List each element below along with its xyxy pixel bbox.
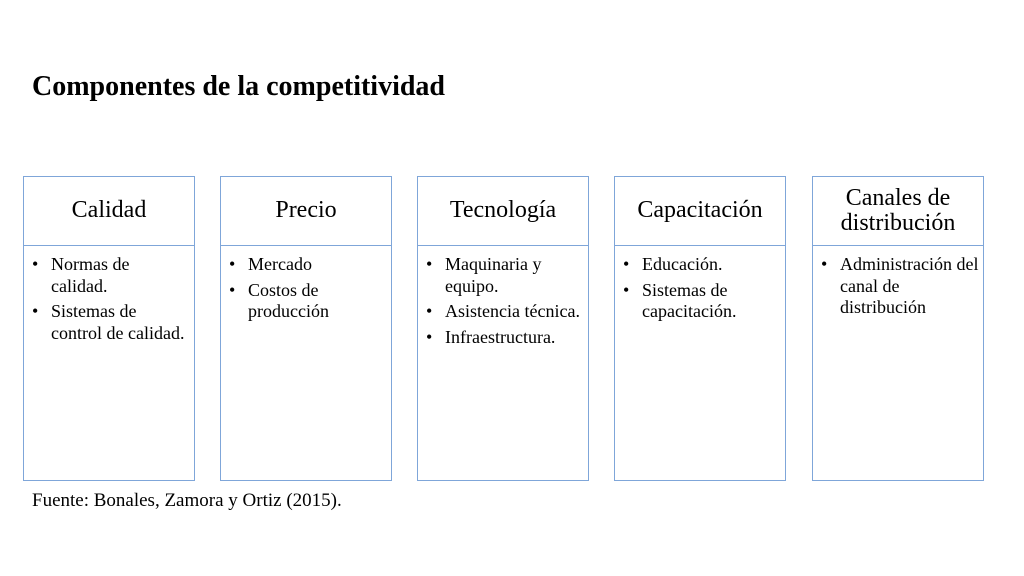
bullet-icon: • <box>32 301 39 322</box>
component-item-list <box>418 246 588 348</box>
component-item-text: Maquinaria y equipo. <box>445 254 542 296</box>
component-item-list <box>813 246 983 319</box>
component-item-text: Educación. <box>642 254 723 274</box>
component-item <box>426 327 584 349</box>
component-item <box>623 254 781 276</box>
component-item <box>821 254 979 319</box>
component-item-text: Mercado <box>248 254 312 274</box>
component-item-text: Asistencia técnica. <box>445 301 580 322</box>
component-item <box>623 280 781 323</box>
source-note: Fuente: Bonales, Zamora y Ortiz (2015). <box>32 490 342 511</box>
component-item-list <box>24 246 194 344</box>
component-header: Precio <box>221 177 391 246</box>
component-item-text: Sistemas de control de calidad. <box>51 301 185 343</box>
component-item-text: Costos de producción <box>248 279 329 322</box>
component-header: Tecnología <box>418 177 588 246</box>
component-column <box>812 176 984 481</box>
component-item <box>32 254 190 297</box>
component-column <box>220 176 392 481</box>
bullet-icon: • <box>821 254 828 274</box>
component-column <box>23 176 195 481</box>
component-item-text: Infraestructura. <box>445 326 556 347</box>
component-item-list <box>221 246 391 323</box>
bullet-icon: • <box>426 326 433 347</box>
bullet-icon: • <box>426 254 433 274</box>
component-header: Canales de distribución <box>813 177 983 246</box>
component-item <box>426 301 584 323</box>
component-item-list <box>615 246 785 323</box>
component-item-text: Administración del canal de distribución <box>840 254 979 318</box>
bullet-icon: • <box>229 254 236 274</box>
page-title: Componentes de la competitividad <box>32 71 445 102</box>
component-column <box>614 176 786 481</box>
bullet-icon: • <box>229 279 236 300</box>
component-item <box>426 254 584 297</box>
component-item <box>229 254 387 276</box>
component-item-text: Sistemas de capacitación. <box>642 279 737 322</box>
bullet-icon: • <box>623 279 630 300</box>
component-header: Calidad <box>24 177 194 246</box>
bullet-icon: • <box>426 301 433 322</box>
bullet-icon: • <box>32 254 39 274</box>
component-column <box>417 176 589 481</box>
component-header: Capacitación <box>615 177 785 246</box>
component-item <box>32 301 190 344</box>
component-item-text: Normas de calidad. <box>51 254 130 296</box>
component-item <box>229 280 387 323</box>
bullet-icon: • <box>623 254 630 274</box>
